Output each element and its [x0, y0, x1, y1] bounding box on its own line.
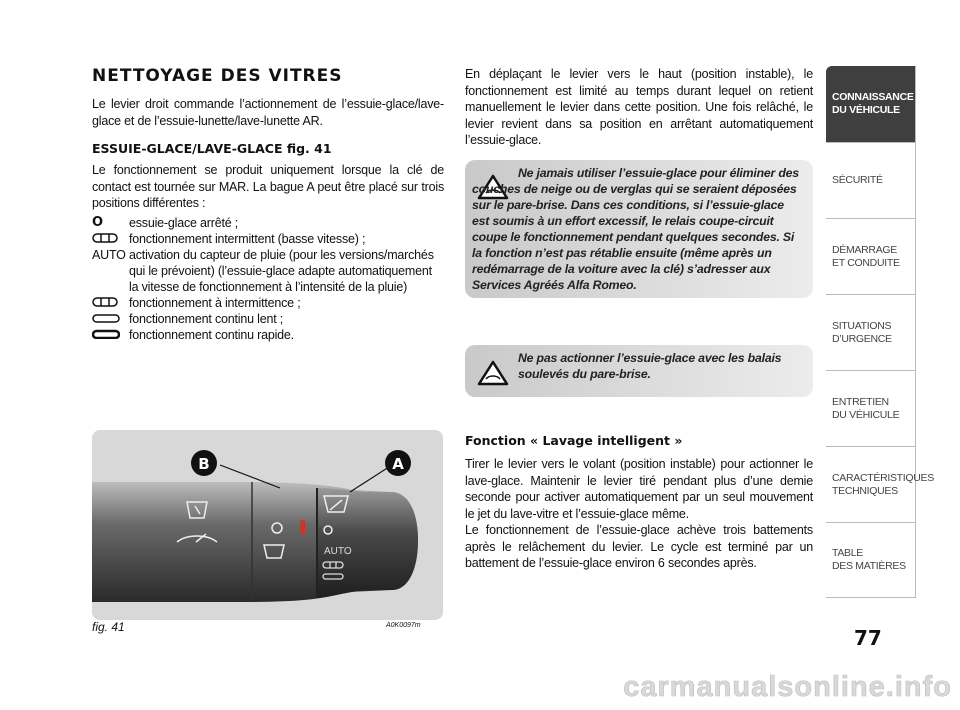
mode-row-intermittence	[92, 295, 444, 311]
mode-text: fonctionnement à intermittence ;	[129, 295, 301, 310]
operation-text: Le fonctionnement se produit uniquement lorsque la clé de contact est tournée sur MAR. La bague A peut être placé sur trois positions différentes :	[92, 163, 444, 210]
chapter-tabs	[826, 66, 934, 598]
wiper-lever-illustration	[92, 430, 443, 620]
smart-wash-text: Tirer le levier vers le volant (position instable) pour actionner le lave-glace. Maintenir le levier tiré pendant plus d’une demie seconde pour activer automatiquement par un seul mouvement le jet du lave-vitre et l’essuie-glace même.	[465, 457, 813, 521]
figure-41	[92, 430, 443, 620]
mode-text: fonctionnement continu lent ;	[129, 311, 284, 326]
tab-table-matieres[interactable]: TABLE DES MATIÈRES	[826, 522, 916, 598]
mode-row-fast	[92, 327, 444, 343]
mode-row-intermittent	[92, 231, 444, 247]
tab-demarrage-conduite[interactable]: DÉMARRAGE ET CONDUITE	[826, 218, 916, 294]
fast-icon	[92, 327, 129, 343]
page-number: 77	[854, 626, 882, 650]
interval-icon	[92, 295, 129, 311]
warning-text-blades: Ne pas actionner l’essuie-glace avec les balais soulevés du pare-brise.	[518, 351, 782, 381]
mode-row-off	[92, 215, 444, 231]
smart-wash-cycle-text: Le fonctionnement de l’essuie-glace achève trois battements après le relâchement du levier. Le cycle est terminé par un battement de l’essuie-glace environ 6 secondes après.	[465, 523, 813, 570]
mode-text: fonctionnement continu rapide.	[129, 327, 294, 342]
figure-code: A0K0097m	[386, 622, 421, 629]
subsection-title: ESSUIE-GLACE/LAVE-GLACE fig. 41	[92, 141, 332, 156]
callout-b-label: B	[198, 455, 210, 473]
warning-box-snow	[465, 160, 813, 298]
mode-text: activation du capteur de pluie (pour les versions/marchés qui le prévoient) (l’essuie-glace adapte automatiquement la vitesse de fonctionnement à l’intensité de la pluie)	[129, 247, 434, 294]
callout-a-label: A	[392, 455, 404, 473]
lever-up-text: En déplaçant le levier vers le haut (position instable), le fonctionnement est limité au temps durant lequel on retient manuellement le levier dans cette position. Une fois relâché, le levier revient dans sa position en arrêtant automatiquement l’essuie-glace.	[465, 67, 813, 147]
interval-icon	[92, 231, 129, 247]
mode-text: essuie-glace arrêté ;	[129, 215, 239, 230]
tab-connaissance-vehicule[interactable]: CONNAISSANCE DU VÉHICULE	[826, 66, 916, 142]
auto-marking: AUTO	[324, 546, 352, 557]
smart-wash-title: Fonction « Lavage intelligent »	[465, 433, 683, 448]
svg-text:carmanualsonline.info: carmanualsonline.info	[623, 671, 952, 703]
left-column	[92, 66, 444, 343]
warning-box-raised-blades	[465, 345, 813, 397]
warning-triangle-icon	[477, 360, 509, 391]
figure-caption: fig. 41	[92, 620, 125, 634]
footer-watermark	[0, 665, 960, 705]
mode-row-slow	[92, 311, 444, 327]
tab-situations-urgence[interactable]: SITUATIONS D’URGENCE	[826, 294, 916, 370]
mode-row-auto	[92, 247, 444, 295]
auto-symbol: AUTO	[92, 247, 126, 262]
section-title: NETTOYAGE DES VITRES	[92, 66, 343, 86]
off-symbol: O	[92, 214, 103, 230]
tab-caracteristiques-techniques[interactable]: CARACTÉRISTIQUES TECHNIQUES	[826, 446, 916, 522]
watermark-logo	[0, 665, 960, 705]
warning-text-snow: Ne jamais utiliser l’essuie-glace pour éliminer des couches de neige ou de verglas qui se seraient déposées sur le pare-brise. Dans ces conditions, si l’essuie-glace est soumis à un effort excessif, le relais coupe-circuit coupe le fonctionnement pendant quelques secondes. Si la fonction n’est pas rétablie ensuite (même après un redémarrage de la voiture avec la clé) s’adresser aux Services Agréés Alfa Romeo.	[472, 166, 799, 292]
smart-wash-section	[465, 433, 813, 572]
slow-icon	[92, 311, 129, 327]
right-column	[465, 66, 813, 149]
tab-entretien-vehicule[interactable]: ENTRETIEN DU VÉHICULE	[826, 370, 916, 446]
tab-securite[interactable]: SÉCURITÉ	[826, 142, 916, 218]
intro-text: Le levier droit commande l’actionnement de l’essuie-glace/lave-glace et de l’essuie-lunette/lave-lunette AR.	[92, 97, 444, 128]
mode-text: fonctionnement intermittent (basse vitesse) ;	[129, 231, 366, 246]
